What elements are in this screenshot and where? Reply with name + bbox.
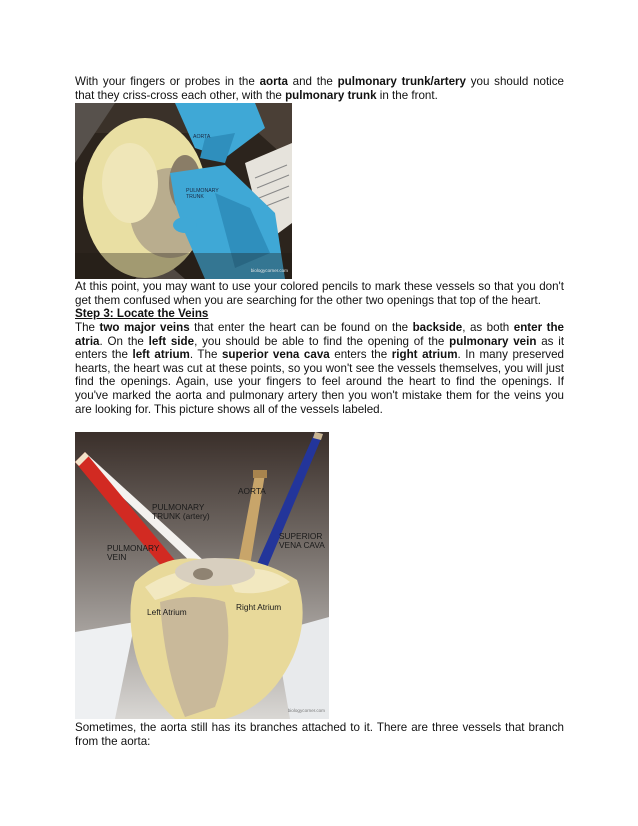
intro-text-1: With your fingers or probes in the (75, 75, 260, 88)
marking-paragraph: At this point, you may want to use your colored pencils to mark these vessels so that you don't get them confused when you are searching for the other two openings that top of the heart. (75, 280, 564, 307)
intro-bold-aorta: aorta (259, 75, 288, 88)
intro-bold-pulmonary-trunk-artery: pulmonary trunk/artery (337, 75, 467, 88)
veins-bold-superior-vena-cava: superior vena cava (221, 348, 330, 362)
aorta-branches-paragraph: Sometimes, the aorta still has its branches attached to it. There are three vessels that branch from the aorta: (75, 721, 564, 748)
veins-bold-left-side: left side (148, 334, 195, 348)
document-page (75, 75, 564, 748)
photo-credit-fig2: biologycorner.com (287, 707, 325, 713)
veins-bold-right-atrium: right atrium (391, 348, 458, 362)
label-right-atrium: Right Atrium (236, 602, 282, 613)
label-pulmonary-trunk-artery: PULMONARY TRUNK (artery) (152, 502, 210, 521)
heart-photo-gloved-hands (75, 103, 292, 279)
label-aorta-fig2: AORTA (238, 486, 266, 497)
label-superior-vena-cava: SUPERIOR VENA CAVA (279, 531, 325, 550)
heart-photo-labeled-vessels (75, 432, 329, 719)
veins-text-5: , you should be able to find the opening of the (194, 334, 450, 348)
veins-paragraph (75, 321, 564, 416)
heart-photo-labeled-vessels-drawing (75, 432, 329, 719)
veins-bold-backside: backside (412, 320, 463, 334)
veins-text-2: that enter the heart can be found on the (189, 320, 413, 334)
veins-text-9: . In many preserved hearts, the heart was cut at these points, so you won't see the vessels themselves, you will just find the openings. Again, use your fingers to feel around the heart to find the openings. If you've marked the aorta and pulmonary artery then you won't mistake them for the veins you are looking for. This picture shows all of the vessels labeled. (75, 348, 564, 416)
intro-text-4: in the front. (376, 88, 438, 102)
label-pulmonary-trunk: PULMONARY TRUNK (186, 188, 219, 200)
intro-text-3: you should notice that they criss-cross each other, with the (75, 75, 565, 102)
heart-photo-gloved-hands-drawing (75, 103, 292, 279)
step-3-heading: Step 3: Locate the Veins (75, 307, 209, 321)
photo-credit: biologycorner.com (250, 267, 288, 273)
intro-text-2: and the (287, 75, 338, 88)
veins-text-3: , as both (462, 320, 514, 334)
veins-text-6: as it enters the (75, 334, 565, 362)
label-aorta: AORTA (193, 134, 211, 141)
veins-text-1: The (75, 320, 100, 334)
intro-bold-pulmonary-trunk: pulmonary trunk (285, 88, 377, 102)
veins-bold-left-atrium: left atrium (132, 348, 190, 362)
veins-text-7: . The (189, 348, 222, 362)
veins-bold-pulmonary-vein: pulmonary vein (449, 334, 537, 348)
veins-text-8: enters the (329, 348, 392, 362)
veins-bold-enter-the-atria: enter the atria (75, 320, 564, 348)
intro-paragraph (75, 75, 564, 102)
label-left-atrium: Left Atrium (147, 607, 187, 618)
veins-text-4: . On the (99, 334, 149, 348)
veins-bold-two-major-veins: two major veins (99, 320, 190, 334)
label-pulmonary-vein: PULMONARY VEIN (107, 543, 160, 562)
